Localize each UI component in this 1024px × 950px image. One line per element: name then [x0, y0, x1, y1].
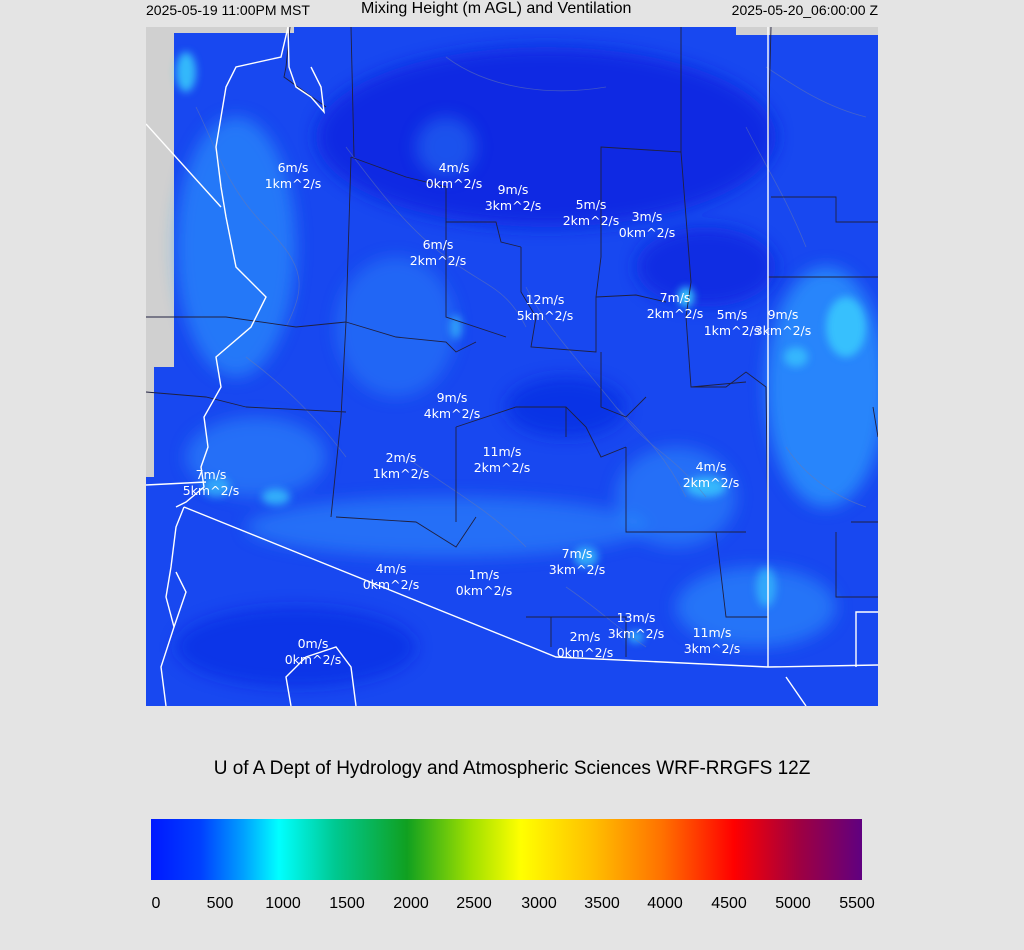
ventilation-value: 3km^2/s: [484, 198, 542, 213]
no-data-top-right: [736, 27, 878, 35]
wind-speed-value: 4m/s: [375, 561, 407, 576]
ventilation-value: 3km^2/s: [607, 626, 665, 641]
colorbar-tick-label: 4500: [711, 895, 747, 912]
ventilation-value: 0km^2/s: [618, 225, 676, 240]
ventilation-value: 0km^2/s: [556, 645, 614, 660]
ventilation-value: 1km^2/s: [703, 323, 761, 338]
wind-speed-value: 7m/s: [659, 290, 691, 305]
map-title: Mixing Height (m AGL) and Ventilation: [361, 0, 632, 17]
colorbar-tick-label: 4000: [647, 895, 683, 912]
colorbar: [151, 819, 862, 880]
ventilation-value: 2km^2/s: [646, 306, 704, 321]
wind-speed-value: 11m/s: [482, 444, 522, 459]
wind-speed-value: 6m/s: [422, 237, 454, 252]
colorbar-tick-label: 5500: [839, 895, 875, 912]
ventilation-value: 4km^2/s: [423, 406, 481, 421]
wind-speed-value: 5m/s: [716, 307, 748, 322]
model-credit: U of A Dept of Hydrology and Atmospheric Sciences WRF-RRGFS 12Z: [213, 758, 811, 779]
wind-speed-value: 5m/s: [575, 197, 607, 212]
wind-speed-value: 4m/s: [695, 459, 727, 474]
ventilation-value: 0km^2/s: [362, 577, 420, 592]
wind-speed-value: 4m/s: [438, 160, 470, 175]
colorbar-tick-label: 0: [151, 895, 161, 912]
valid-time-utc: 2025-05-20_06:00:00 Z: [731, 2, 878, 18]
ventilation-value: 2km^2/s: [473, 460, 531, 475]
ventilation-value: 0km^2/s: [284, 652, 342, 667]
wind-speed-value: 1m/s: [468, 567, 500, 582]
valid-time-local: 2025-05-19 11:00PM MST: [146, 2, 310, 18]
ventilation-value: 3km^2/s: [683, 641, 741, 656]
colorbar-tick-label: 3000: [521, 895, 557, 912]
ventilation-value: 2km^2/s: [562, 213, 620, 228]
wind-speed-value: 0m/s: [297, 636, 329, 651]
no-data-top: [174, 27, 294, 33]
colorbar-tick-label: 3500: [584, 895, 620, 912]
colorbar-tick-label: 1000: [265, 895, 301, 912]
ventilation-value: 0km^2/s: [455, 583, 513, 598]
wind-speed-value: 13m/s: [616, 610, 656, 625]
colorbar-gradient: [151, 819, 862, 880]
wind-speed-value: 9m/s: [767, 307, 799, 322]
colorbar-tick-label: 2500: [456, 895, 492, 912]
no-data-left-lower: [146, 367, 154, 477]
wind-speed-value: 2m/s: [569, 629, 601, 644]
mixing-height-map: [146, 27, 878, 706]
wind-speed-value: 7m/s: [195, 467, 227, 482]
colorbar-tick-label: 5000: [775, 895, 811, 912]
ventilation-value: 3km^2/s: [548, 562, 606, 577]
ventilation-value: 1km^2/s: [372, 466, 430, 481]
ventilation-value: 3km^2/s: [754, 323, 812, 338]
wind-speed-value: 12m/s: [525, 292, 565, 307]
ventilation-value: 1km^2/s: [264, 176, 322, 191]
ventilation-value: 2km^2/s: [682, 475, 740, 490]
colorbar-ticks: [0, 895, 1024, 915]
wind-speed-value: 6m/s: [277, 160, 309, 175]
colorbar-tick-label: 2000: [393, 895, 429, 912]
no-data-left: [146, 27, 174, 367]
ventilation-value: 5km^2/s: [516, 308, 574, 323]
wind-speed-value: 9m/s: [436, 390, 468, 405]
ventilation-value: 5km^2/s: [182, 483, 240, 498]
map-canvas: [146, 27, 878, 706]
ventilation-value: 0km^2/s: [425, 176, 483, 191]
ventilation-value: 2km^2/s: [409, 253, 467, 268]
wind-speed-value: 3m/s: [631, 209, 663, 224]
colorbar-tick-label: 1500: [329, 895, 365, 912]
wind-speed-value: 11m/s: [692, 625, 732, 640]
wind-speed-value: 9m/s: [497, 182, 529, 197]
wind-speed-value: 7m/s: [561, 546, 593, 561]
colorbar-tick-label: 500: [206, 895, 234, 912]
wind-speed-value: 2m/s: [385, 450, 417, 465]
